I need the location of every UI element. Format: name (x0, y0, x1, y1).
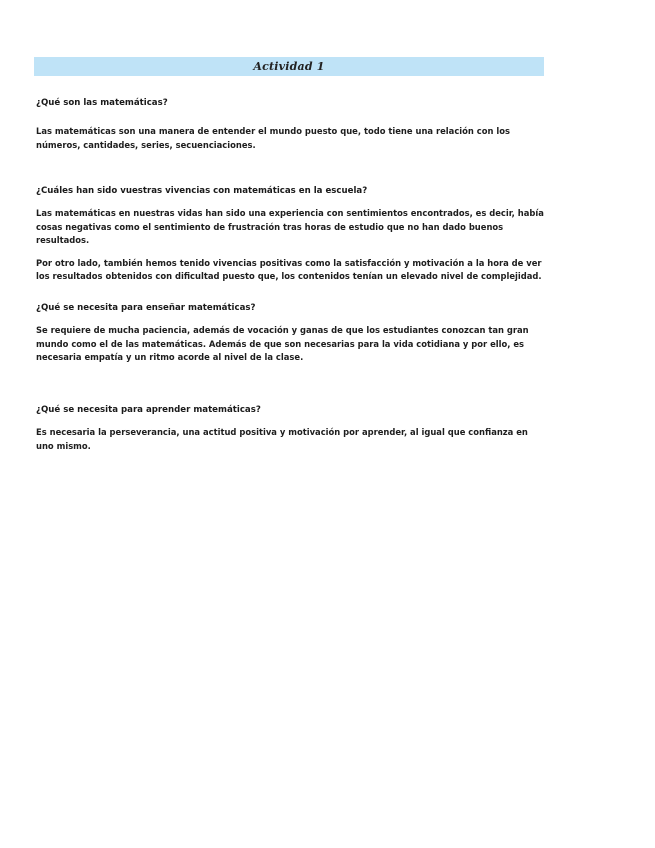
section-answer: Por otro lado, también hemos tenido vivencias positivas como la satisfacción y motivación a la hora de ver los resultados obtenidos con dificultad puesto que, los contenidos tenían un elevado nivel de complejidad. (36, 257, 542, 281)
page-title: Actividad 1 (253, 60, 325, 73)
section-answer: Es necesaria la perseverancia, una actitud positiva y motivación por aprender, al igual que confianza en uno mismo. (36, 427, 528, 451)
section-question: ¿Cuáles han sido vuestras vivencias con matemáticas en la escuela? (36, 186, 368, 196)
section-answer: Las matemáticas en nuestras vidas han sido una experiencia con sentimientos encontrados, es decir, había cosas negativas como el sentimiento de frustración tras horas de estudio que no han dado buenos resultados. (36, 208, 544, 245)
section-answer: Se requiere de mucha paciencia, además de vocación y ganas de que los estudiantes conozcan tan gran mundo como el de las matemáticas. Además de que son necesarias para la vida cotidiana y por ello, es necesaria empatía y un ritmo acorde al nivel de la clase. (36, 325, 529, 362)
section-teach-math (36, 302, 546, 404)
section-answer: Las matemáticas son una manera de entender el mundo puesto que, todo tiene una relación con los números, cantidades, series, secuenciaciones. (36, 126, 510, 150)
section-what-are-math (36, 97, 546, 185)
document-body (36, 97, 546, 453)
title-banner (34, 57, 544, 76)
section-question: ¿Qué se necesita para enseñar matemáticas? (36, 303, 256, 313)
section-learn-math (36, 404, 546, 453)
section-question: ¿Qué son las matemáticas? (36, 98, 168, 108)
section-school-experiences (36, 185, 546, 302)
section-question: ¿Qué se necesita para aprender matemáticas? (36, 405, 261, 415)
